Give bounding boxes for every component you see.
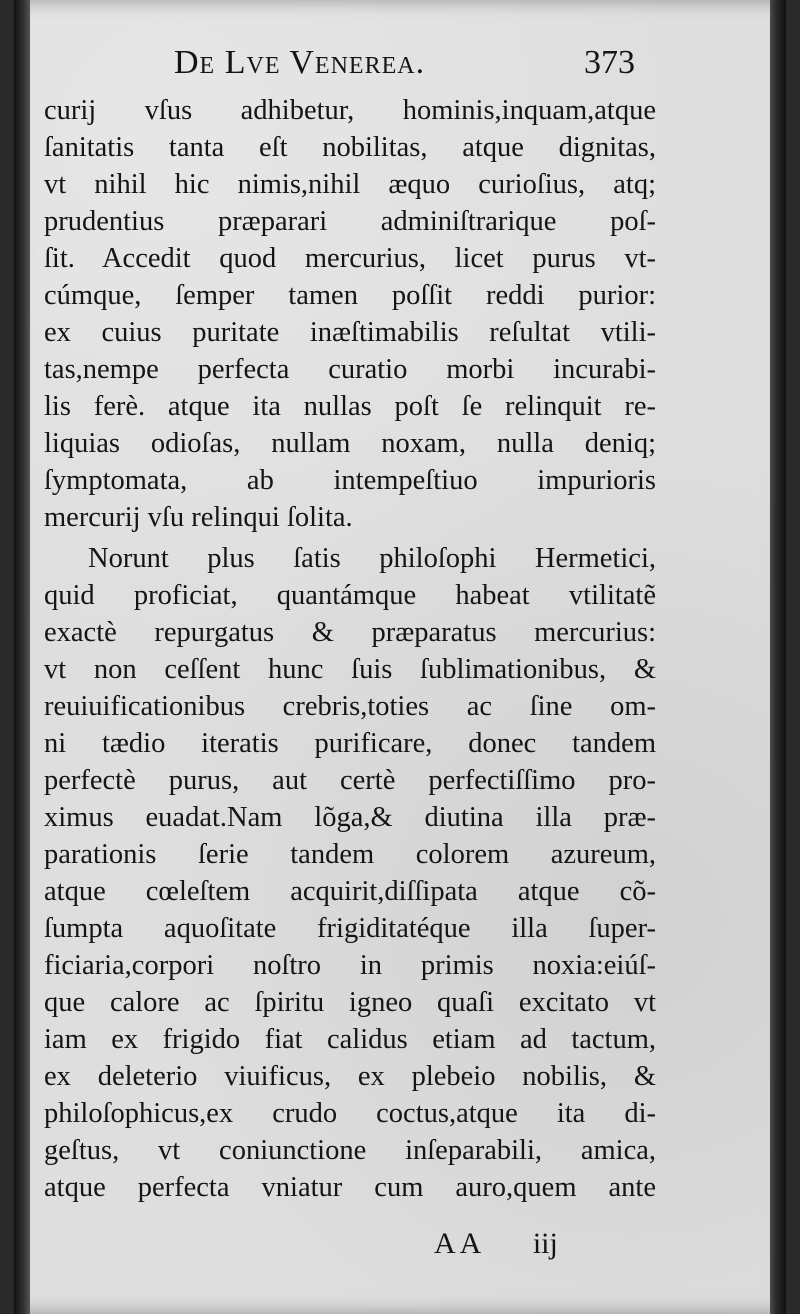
signature-number: iij: [532, 1227, 558, 1260]
text-line: ſymptomata, ab intempeſtiuo impurioris: [44, 465, 656, 496]
running-title: De Lve Venerea.: [174, 44, 426, 81]
text-line: curij vſus adhibetur, hominis,inquam,atque: [44, 95, 656, 126]
signature-mark: AA: [434, 1227, 486, 1260]
text-line: vt non ceſſent hunc ſuis ſublimationibus, &: [44, 654, 656, 685]
text-line: perfectè purus, aut certè perfectiſſimo pro-: [44, 765, 656, 796]
text-line: atque perfecta vniatur cum auro,quem ante: [44, 1172, 656, 1203]
text-line: ſanitatis tanta eſt nobilitas, atque dignitas,: [44, 132, 656, 163]
text-line: reuiuificationibus crebris,toties ac ſine om-: [44, 691, 656, 722]
book-page: [14, 0, 786, 1314]
text-line: ſumpta aquoſitate frigiditatéque illa ſuper-: [44, 913, 656, 944]
text-line: ex cuius puritate inæſtimabilis reſultat vtili-: [44, 317, 656, 348]
text-line: vt nihil hic nimis,nihil æquo curioſius, atq;: [44, 169, 656, 200]
text-line: quid proficiat, quantámque habeat vtilitatẽ: [44, 580, 656, 611]
text-line: tas,nempe perfecta curatio morbi incurabi-: [44, 354, 656, 385]
text-line: ximus euadat.Nam lõga,& diutina illa præ-: [44, 802, 656, 833]
text-line: Norunt plus ſatis philoſophi Hermetici,: [88, 543, 656, 574]
text-line: lis ferè. atque ita nullas poſt ſe relinquit re-: [44, 391, 656, 422]
text-line: iam ex frigido fiat calidus etiam ad tactum,: [44, 1024, 656, 1055]
page-gutter-right: [770, 0, 786, 1314]
text-line: ſit. Accedit quod mercurius, licet purus vt-: [44, 243, 656, 274]
body-text: [44, 92, 656, 1206]
text-line: mercurij vſu relinqui ſolita.: [44, 502, 353, 533]
text-line: parationis ſerie tandem colorem azureum,: [44, 839, 656, 870]
text-line: prudentius præparari adminiſtrarique poſ-: [44, 206, 656, 237]
text-line: que calore ac ſpiritu igneo quaſi excitato vt: [44, 987, 656, 1018]
text-line: geſtus, vt coniunctione inſeparabili, amica,: [44, 1135, 656, 1166]
page-footer: [434, 1227, 558, 1261]
page-header: [14, 40, 786, 92]
text-line: philoſophicus,ex crudo coctus,atque ita di-: [44, 1098, 656, 1129]
text-line: ex deleterio viuificus, ex plebeio nobilis, &: [44, 1061, 656, 1092]
text-line: exactè repurgatus & præparatus mercurius:: [44, 617, 656, 648]
text-line: cúmque, ſemper tamen poſſit reddi purior:: [44, 280, 656, 311]
page-gutter-left: [14, 0, 30, 1314]
text-line: ficiaria,corpori noſtro in primis noxia:eiúſ-: [44, 950, 656, 981]
paragraph: [44, 92, 656, 536]
text-line: ni tædio iteratis purificare, donec tandem: [44, 728, 656, 759]
paragraph: [44, 540, 656, 1206]
text-line: liquias odioſas, nullam noxam, nulla deniq;: [44, 428, 656, 459]
text-line: atque cœleſtem acquirit,diſſipata atque cõ-: [44, 876, 656, 907]
page-number: 373: [584, 44, 635, 81]
